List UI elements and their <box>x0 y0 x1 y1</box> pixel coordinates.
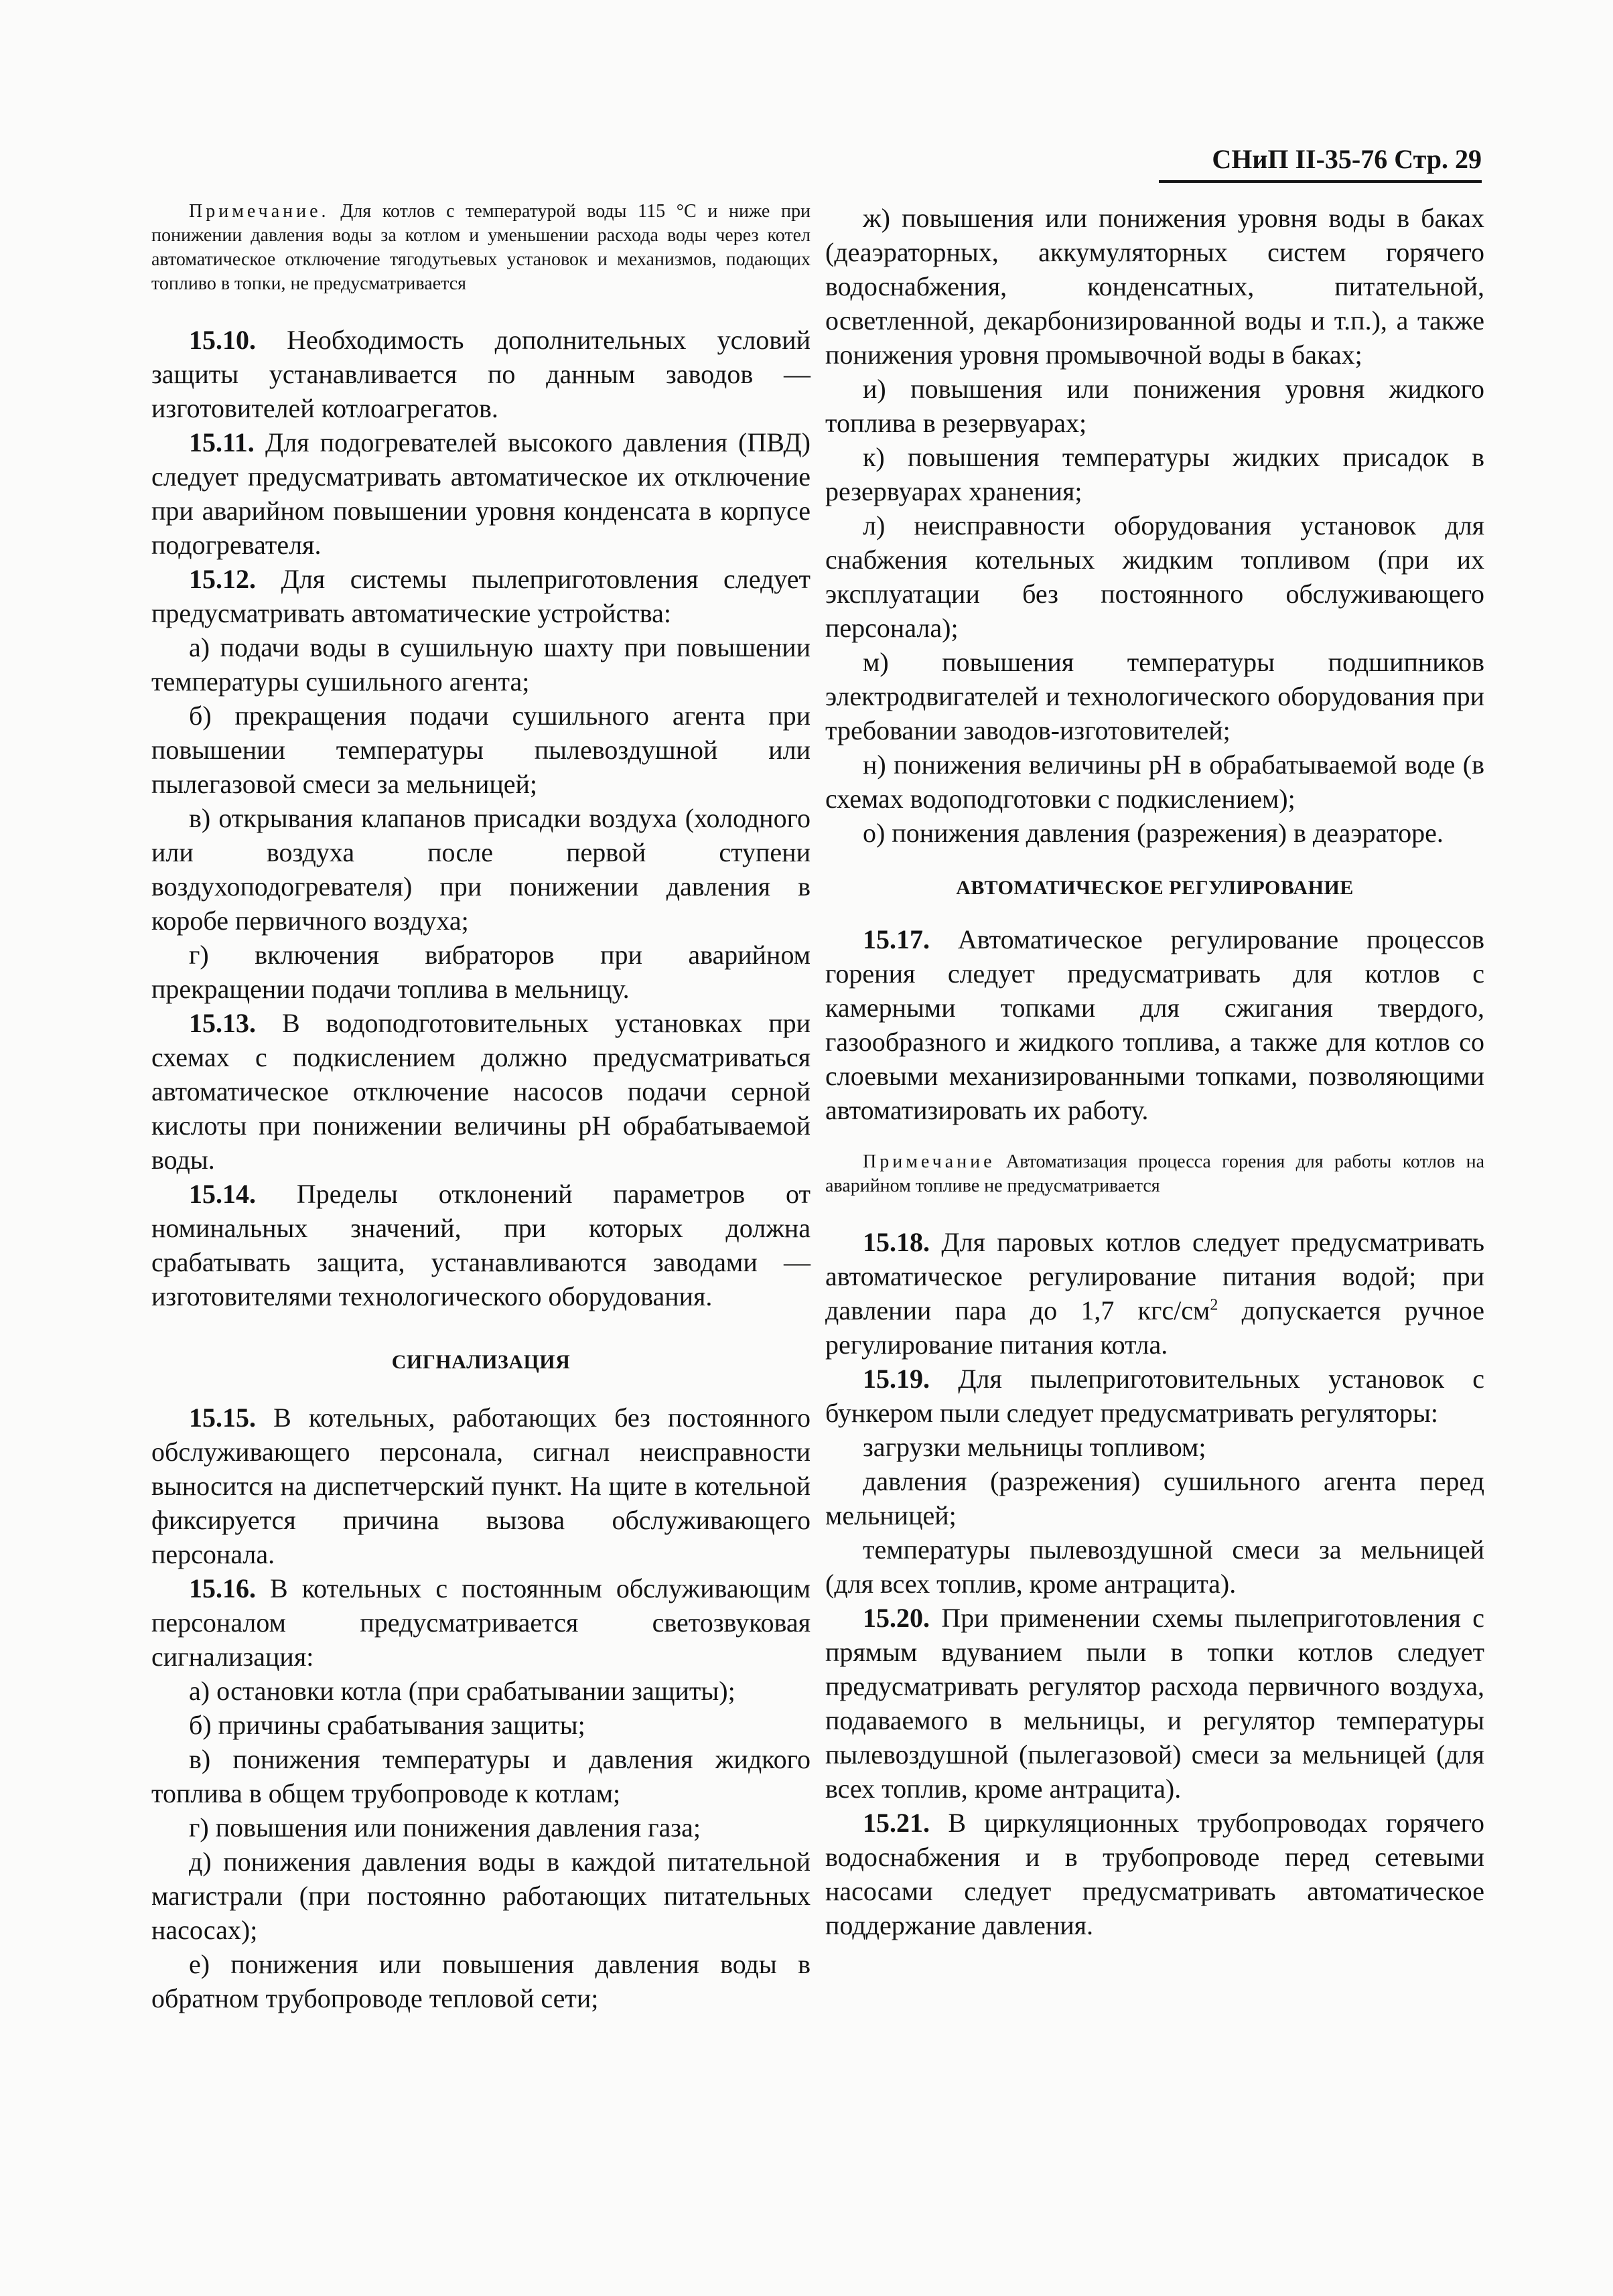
clause-text: В циркуляционных трубопроводах горячего водоснабжения и в трубопроводе перед сетевыми насосами следует предусматривать автоматическое поддержание давления. <box>825 1808 1485 1940</box>
clause-number: 15.12. <box>189 564 256 594</box>
clause-number: 15.16. <box>189 1573 256 1603</box>
clause-number: 15.17. <box>863 924 930 954</box>
clause-number: 15.11. <box>189 427 255 457</box>
clause-15-17 <box>825 922 1484 1127</box>
list-item: а) подачи воды в сушильную шахту при повышении температуры сушильного агента; <box>151 632 811 697</box>
section-heading-signaling: СИГНАЛИЗАЦИЯ <box>391 1351 571 1373</box>
list-item: н) понижения величины pH в обрабатываемой воде (в схемах водоподготовки с подкислением); <box>825 749 1484 814</box>
list-item: б) прекращения подачи сушильного агента при повышении температуры пылевоздушной или пылегазовой смеси за мельницей; <box>151 701 811 799</box>
list-item: м) повышения температуры подшипников электродвигателей и технологического оборудования при требовании заводов-изготовителей; <box>825 647 1484 745</box>
clause-text: Необходимость дополнительных условий защиты устанавливается по данным заводов — изготовителей котлоагрегатов. <box>151 325 811 423</box>
note-emergency-fuel <box>825 1150 1484 1198</box>
note-label: Примечание <box>863 1151 995 1172</box>
clause-text: Автоматическое регулирование процессов горения следует предусматривать для котлов с камерными топками для сжигания твердого, газообразного и жидкого топлива, а также для котлов со слоевыми механизированными топками, позволяющими автоматизировать их работу. <box>825 924 1484 1125</box>
clause-15-15 <box>151 1401 811 1571</box>
clause-number: 15.14. <box>189 1179 256 1209</box>
list-item: е) понижения или повышения давления воды в обратном трубопроводе тепловой сети; <box>151 1949 811 2013</box>
clause-text: Для подогревателей высокого давления (ПВД) следует предусматривать автоматическое их отключение при аварийном повышении уровня конденсата в корпусе подогревателя. <box>151 427 811 560</box>
clause-15-10 <box>151 323 811 425</box>
clause-text: Пределы отклонений параметров от номинальных значений, при которых должна срабатывать защита, устанавливаются заводами — изготовителями технологического оборудования. <box>151 1179 811 1311</box>
list-item: д) понижения давления воды в каждой питательной магистрали (при постоянно работающих питательных насосах); <box>151 1847 811 1945</box>
clause-number: 15.10. <box>189 325 256 355</box>
clause-text: Для системы пылеприготовления следует предусматривать автоматические устройства: <box>151 564 811 628</box>
clause-text: Для пылеприготовительных установок с бункером пыли следует предусматривать регуляторы: <box>825 1364 1485 1428</box>
note-text: Для котлов с температурой воды 115 °С и ниже при понижении давления воды за котлом и уменьшении расхода воды через котел автоматическое отключение тягодутьевых установок и механизмов, подающих топливо в топки, не предусматривается <box>151 201 811 294</box>
clause-15-18 <box>825 1225 1484 1362</box>
list-item: в) открывания клапанов присадки воздуха (холодного или воздуха после первой ступени воздухоподогревателя) при понижении давления в коробе первичного воздуха; <box>151 803 811 936</box>
clause-15-12 <box>151 562 811 630</box>
clause-15-13 <box>151 1006 811 1177</box>
clause-text: При применении схемы пылеприготовления с прямым вдуванием пыли в топки котлов следует предусматривать регулятор расхода первичного воздуха, подаваемого в мельницы, и регулятор температуры пылевоздушной (пылегазовой) смеси за мельницей (для всех топлив, кроме антрацита). <box>825 1603 1485 1804</box>
list-item: г) включения вибраторов при аварийном прекращении подачи топлива в мельницу. <box>151 940 811 1004</box>
clause-text: Для паровых котлов следует предусматривать автоматическое регулирование питания водой; при давлении пара до 1,7 кгс/см <box>825 1227 1484 1325</box>
note-label: Примечание. <box>189 201 330 222</box>
superscript: 2 <box>1210 1296 1218 1314</box>
list-item: температуры пылевоздушной смеси за мельницей (для всех топлив, кроме антрацита). <box>825 1534 1484 1599</box>
clause-number: 15.21. <box>863 1808 930 1838</box>
clause-15-14 <box>151 1177 811 1313</box>
list-item: к) повышения температуры жидких присадок в резервуарах хранения; <box>825 442 1484 506</box>
list-item: г) повышения или понижения давления газа; <box>189 1812 701 1843</box>
clause-15-16 <box>151 1571 811 1674</box>
list-item: б) причины срабатывания защиты; <box>189 1710 585 1740</box>
clause-text-continued: допускается ручное регулирование питания котла. <box>825 1295 1484 1360</box>
note-text: Автоматизация процесса горения для работы котлов на аварийном топливе не предусматривается <box>825 1151 1484 1196</box>
clause-15-19 <box>825 1362 1484 1430</box>
clause-number: 15.18. <box>863 1227 930 1257</box>
list-item: л) неисправности оборудования установок для снабжения котельных жидким топливом (при их эксплуатации без постоянного обслуживающего персонала); <box>825 510 1484 643</box>
list-item: и) повышения или понижения уровня жидкого топлива в резервуарах; <box>825 374 1484 438</box>
clause-number: 15.15. <box>189 1403 256 1433</box>
list-item: а) остановки котла (при срабатывании защиты); <box>189 1676 735 1706</box>
left-column <box>151 200 811 2015</box>
page-header: СНиП II-35-76 Стр. 29 <box>1159 143 1482 183</box>
list-item: давления (разрежения) сушильного агента перед мельницей; <box>825 1466 1484 1530</box>
clause-text: В водоподготовительных установках при схемах с подкислением должно предусматриваться автоматическое отключение насосов подачи серной кислоты при понижении величины pH обрабатываемой воды. <box>151 1008 811 1175</box>
clause-15-11 <box>151 425 811 562</box>
clause-number: 15.13. <box>189 1008 256 1038</box>
list-item: в) понижения температуры и давления жидкого топлива в общем трубопроводе к котлам; <box>151 1744 811 1808</box>
clause-text: В котельных, работающих без постоянного обслуживающего персонала, сигнал неисправности выносится на диспетчерский пункт. На щите в котельной фиксируется причина вызова обслуживающего персонала. <box>151 1403 811 1569</box>
clause-number: 15.19. <box>863 1364 930 1394</box>
clause-text: В котельных с постоянным обслуживающим персоналом предусматривается светозвуковая сигнализация: <box>151 1573 811 1672</box>
list-item: загрузки мельницы топливом; <box>863 1432 1206 1462</box>
note-boiler-115 <box>151 200 811 296</box>
list-item: о) понижения давления (разрежения) в деаэраторе. <box>863 818 1444 848</box>
list-item: ж) повышения или понижения уровня воды в баках (деаэраторных, аккумуляторных систем горячего водоснабжения, конденсатных, питательной, осветленной, декарбонизированной воды и т.п.), а также понижения уровня промывочной воды в баках; <box>825 203 1484 370</box>
right-column <box>825 201 1484 1942</box>
clause-15-20 <box>825 1601 1484 1806</box>
clause-number: 15.20. <box>863 1603 930 1633</box>
section-heading-auto-regulation: АВТОМАТИЧЕСКОЕ РЕГУЛИРОВАНИЕ <box>956 877 1354 899</box>
clause-15-21 <box>825 1806 1484 1942</box>
